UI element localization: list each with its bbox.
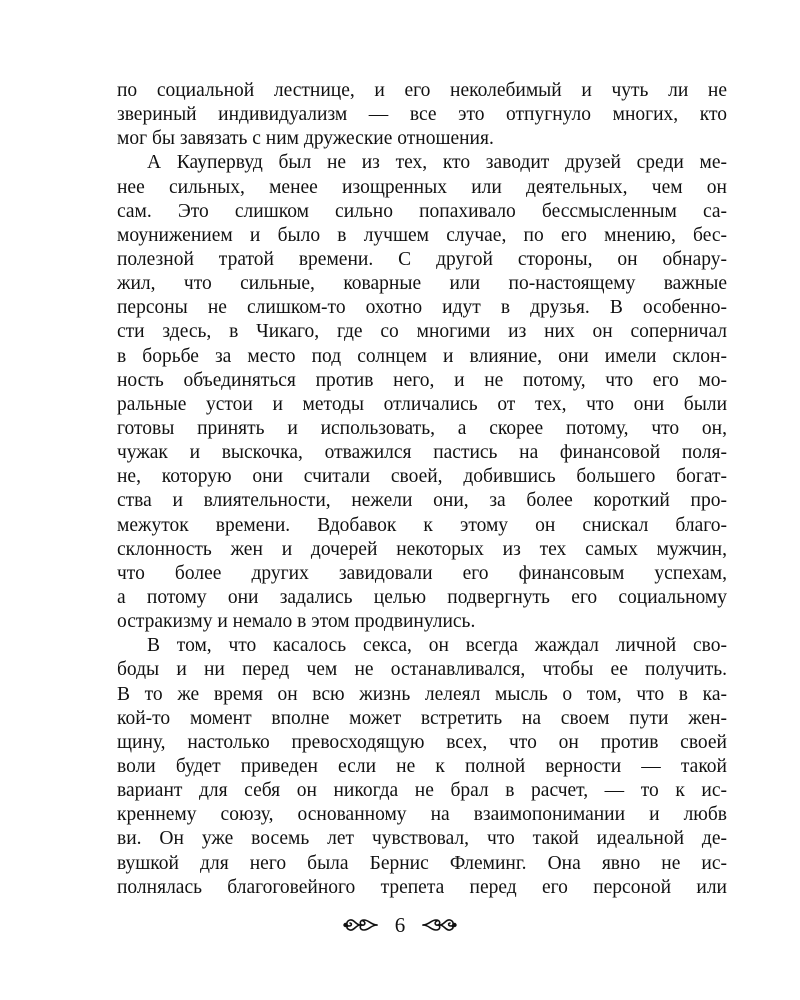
- left-ornament-icon: [343, 914, 379, 936]
- text-line: В том, что касалось секса, он всегда жаждал личной сво-: [147, 635, 727, 657]
- text-line: что более других завидовали его финансовым успехам,: [117, 562, 727, 584]
- text-line: звериный индивидуализм — все это отпугнуло многих, кто: [117, 104, 727, 126]
- text-line: вариант для себя он никогда не брал в расчет, — то к ис-: [117, 780, 727, 802]
- text-line: а потому они задались целью подвергнуть его социальному: [117, 586, 727, 608]
- text-line: чужак и выскочка, отважился пастись на финансовой поля-: [117, 442, 727, 464]
- text-line: ви. Он уже восемь лет чувствовал, что такой идеальной де-: [117, 828, 727, 850]
- text-line: остракизму и немало в этом продвинулись.: [117, 611, 476, 633]
- text-line: нее сильных, менее изощренных или деятельных, чем он: [117, 176, 727, 198]
- text-line: в борьбе за место под солнцем и влияние, они имели склон-: [117, 345, 727, 367]
- text-line: А Каупервуд был не из тех, кто заводит друзей среди ме-: [147, 152, 727, 174]
- text-line: полнялась благоговейного трепета перед его персоной или: [117, 876, 727, 898]
- text-line: по социальной лестнице, и его неколебимый и чуть ли не: [117, 80, 727, 101]
- text-line: ральные устои и методы отличались от тех, что они были: [117, 393, 727, 415]
- text-line: сам. Это слишком сильно попахивало бессмысленным са-: [117, 200, 727, 222]
- text-line: воли будет приведен если не к полной верности — такой: [117, 755, 727, 777]
- text-line: полезной тратой времени. С другой стороны, он обнару-: [117, 248, 727, 270]
- text-line: ства и влиятельности, нежели они, за более короткий про-: [117, 490, 727, 512]
- text-line: жил, что сильные, коварные или по-настоящему важные: [117, 273, 727, 295]
- text-line: вушкой для него была Бернис Флеминг. Она явно не ис-: [117, 852, 727, 874]
- text-line: креннему союзу, основанному на взаимопонимании и любв: [117, 804, 727, 826]
- text-line: межуток времени. Вдобавок к этому он снискал благо-: [117, 514, 727, 536]
- text-line: готовы принять и использовать, а скорее потому, что он,: [117, 417, 727, 439]
- text-line: моунижением и было в лучшем случае, по его мнению, бес-: [117, 224, 727, 246]
- text-line: персоны не слишком-то охотно идут в друзья. В особенно-: [117, 297, 727, 319]
- page-footer: [0, 910, 800, 940]
- text-line: В то же время он всю жизнь лелеял мысль о том, что в ка-: [117, 683, 727, 705]
- text-line: мог бы завязать с ним дружеские отношения.: [117, 128, 494, 150]
- text-line: кой-то момент вполне может встретить на своем пути жен-: [117, 707, 727, 729]
- page-text: [117, 79, 727, 900]
- text-line: не, которую они считали своей, добившись большего богат-: [117, 466, 727, 488]
- right-ornament-icon: [421, 914, 457, 936]
- text-line: сти здесь, в Чикаго, где со многими из них он соперничал: [117, 321, 727, 343]
- text-line: ность объединяться против него, и не потому, что его мо-: [117, 369, 727, 391]
- page-number: 6: [394, 913, 406, 937]
- text-line: боды и ни перед чем не останавливался, чтобы ее получить.: [117, 659, 727, 681]
- text-line: щину, настолько превосходящую всех, что он против своей: [117, 731, 727, 753]
- text-line: склонность жен и дочерей некоторых из тех самых мужчин,: [117, 538, 727, 560]
